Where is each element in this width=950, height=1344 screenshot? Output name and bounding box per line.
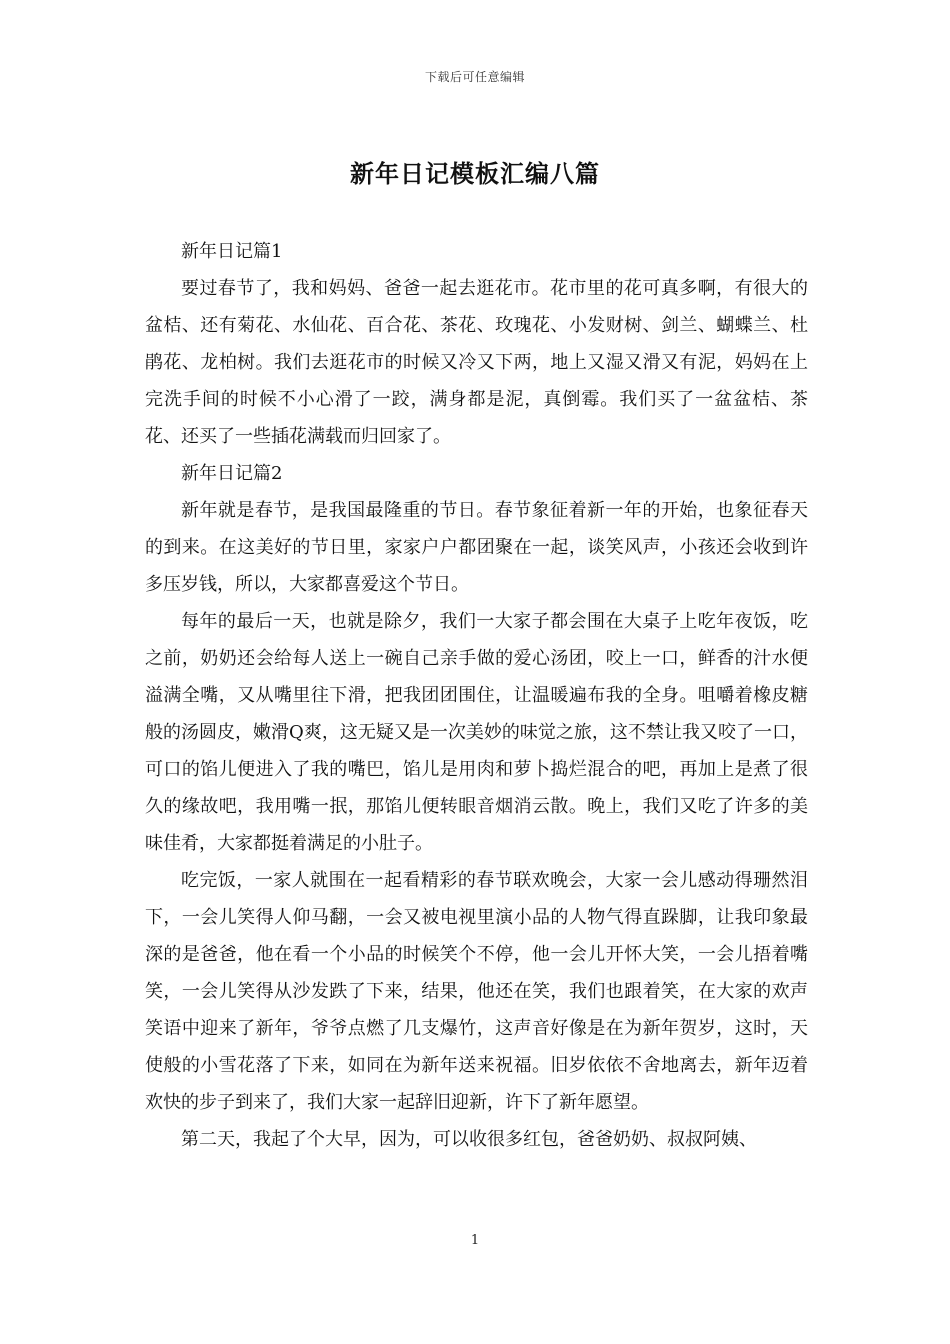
document-title: 新年日记模板汇编八篇 <box>350 159 600 188</box>
section-1 <box>145 233 808 455</box>
document-body <box>145 233 808 1158</box>
page-number: 1 <box>470 1233 480 1248</box>
section-heading: 新年日记篇1 <box>181 241 283 262</box>
body-paragraph: 要过春节了，我和妈妈、爸爸一起去逛花市。花市里的花可真多啊，有很大的盆桔、还有菊花、水仙花、百合花、茶花、玫瑰花、小发财树、剑兰、蝴蝶兰、杜鹃花、龙柏树。我们去逛花市的时候又冷又下两，地上又湿又滑又有泥，妈妈在上完洗手间的时候不小心滑了一跤，满身都是泥，真倒霉。我们买了一盆盆桔、茶花、还买了一些插花满载而归回家了。 <box>145 278 808 447</box>
section-heading: 新年日记篇2 <box>181 463 283 484</box>
header-note: 下载后可任意编辑 <box>424 70 525 84</box>
section-2 <box>145 455 808 1158</box>
body-paragraph: 吃完饭，一家人就围在一起看精彩的春节联欢晚会，大家一会儿感动得珊然泪下，一会儿笑得人仰马翻，一会又被电视里演小品的人物气得直跺脚，让我印象最深的是爸爸，他在看一个小品的时候笑个不停，他一会儿开怀大笑，一会儿捂着嘴笑，一会儿笑得从沙发跌了下来，结果，他还在笑，我们也跟着笑，在大家的欢声笑语中迎来了新年，爷爷点燃了几支爆竹，这声音好像是在为新年贺岁，这时，天使般的小雪花落了下来，如同在为新年送来祝福。旧岁依依不舍地离去，新年迈着欢快的步子到来了，我们大家一起辞旧迎新，许下了新年愿望。 <box>145 870 808 1113</box>
body-paragraph: 第二天，我起了个大早，因为，可以收很多红包，爸爸奶奶、叔叔阿姨、 <box>181 1129 757 1150</box>
body-paragraph: 每年的最后一天，也就是除夕，我们一大家子都会围在大桌子上吃年夜饭，吃之前，奶奶还会给每人送上一碗自己亲手做的爱心汤团，咬上一口，鲜香的汁水便溢满全嘴，又从嘴里往下滑，把我团团围住，让温暖遍布我的全身。咀嚼着橡皮糖般的汤圆皮，嫩滑Q爽，这无疑又是一次美妙的味觉之旅，这不禁让我又咬了一口，可口的馅儿便进入了我的嘴巴，馅儿是用肉和萝卜捣烂混合的吧，再加上是煮了很久的缘故吧，我用嘴一抿，那馅儿便转眼音烟消云散。晚上，我们又吃了许多的美味佳肴，大家都挺着满足的小肚子。 <box>145 611 808 854</box>
body-paragraph: 新年就是春节，是我国最隆重的节日。春节象征着新一年的开始，也象征春天的到来。在这美好的节日里，家家户户都团聚在一起，谈笑风声，小孩还会收到许多压岁钱，所以，大家都喜爱这个节日。 <box>145 500 808 595</box>
